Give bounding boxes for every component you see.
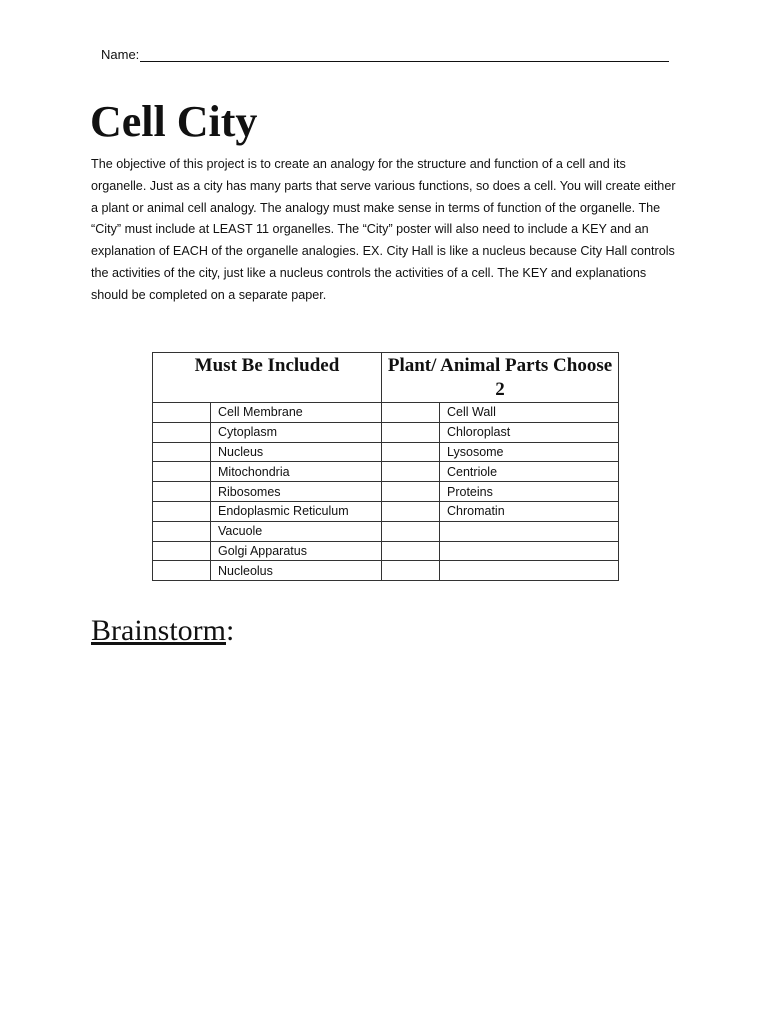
table-row — [153, 442, 619, 462]
must-include-item: Mitochondria — [211, 462, 382, 482]
intro-paragraph: The objective of this project is to create an analogy for the structure and function of a cell and its organelle. Just as a city has many parts that serve various functions, so does a cell. You will create either a plant or animal cell analogy. The analogy must make sense in terms of function of the organelle. The “City” must include at LEAST 11 organelles. The “City” poster will also need to include a KEY and an explanation of EACH of the organelle analogies. EX. City Hall is like a nucleus because City Hall controls the activities of the city, just like a nucleus controls the activities of a cell. The KEY and explanations should be completed on a separate paper. — [91, 157, 676, 302]
must-include-item: Nucleolus — [211, 561, 382, 581]
table-row — [153, 462, 619, 482]
name-blank[interactable] — [140, 47, 669, 62]
table-header-row — [153, 353, 619, 403]
choose-two-check-cell[interactable] — [382, 403, 440, 423]
header-must-be-included: Must Be Included — [153, 353, 382, 403]
choose-two-check-cell[interactable] — [382, 442, 440, 462]
must-include-check-cell[interactable] — [153, 561, 211, 581]
must-include-item: Cytoplasm — [211, 422, 382, 442]
organelle-table — [152, 352, 619, 581]
choose-two-item — [440, 561, 619, 581]
must-include-check-cell[interactable] — [153, 442, 211, 462]
choose-two-item: Chloroplast — [440, 422, 619, 442]
choose-two-check-cell[interactable] — [382, 541, 440, 561]
must-include-item: Ribosomes — [211, 482, 382, 502]
table-row — [153, 561, 619, 581]
name-line — [101, 47, 669, 62]
table-row — [153, 521, 619, 541]
brainstorm-colon: : — [226, 614, 235, 647]
table-row — [153, 482, 619, 502]
must-include-check-cell[interactable] — [153, 403, 211, 423]
choose-two-check-cell[interactable] — [382, 561, 440, 581]
choose-two-check-cell[interactable] — [382, 462, 440, 482]
table-row — [153, 541, 619, 561]
must-include-check-cell[interactable] — [153, 462, 211, 482]
must-include-check-cell[interactable] — [153, 521, 211, 541]
choose-two-item: Chromatin — [440, 501, 619, 521]
table-body — [153, 403, 619, 581]
choose-two-check-cell[interactable] — [382, 482, 440, 502]
choose-two-item: Centriole — [440, 462, 619, 482]
choose-two-item: Cell Wall — [440, 403, 619, 423]
must-include-check-cell[interactable] — [153, 482, 211, 502]
must-include-item: Cell Membrane — [211, 403, 382, 423]
must-include-item: Endoplasmic Reticulum — [211, 501, 382, 521]
choose-two-item — [440, 541, 619, 561]
choose-two-check-cell[interactable] — [382, 422, 440, 442]
table-row — [153, 403, 619, 423]
must-include-item: Golgi Apparatus — [211, 541, 382, 561]
must-include-check-cell[interactable] — [153, 541, 211, 561]
brainstorm-label: Brainstorm — [91, 614, 226, 647]
choose-two-check-cell[interactable] — [382, 521, 440, 541]
header-plant-animal-parts: Plant/ Animal Parts Choose 2 — [382, 353, 619, 403]
brainstorm-heading — [91, 612, 234, 650]
page-title: Cell City — [90, 97, 258, 146]
must-include-item: Nucleus — [211, 442, 382, 462]
name-label: Name: — [101, 47, 140, 62]
choose-two-item — [440, 521, 619, 541]
choose-two-check-cell[interactable] — [382, 501, 440, 521]
table-row — [153, 501, 619, 521]
table-row — [153, 422, 619, 442]
choose-two-item: Proteins — [440, 482, 619, 502]
choose-two-item: Lysosome — [440, 442, 619, 462]
must-include-check-cell[interactable] — [153, 422, 211, 442]
must-include-item: Vacuole — [211, 521, 382, 541]
must-include-check-cell[interactable] — [153, 501, 211, 521]
